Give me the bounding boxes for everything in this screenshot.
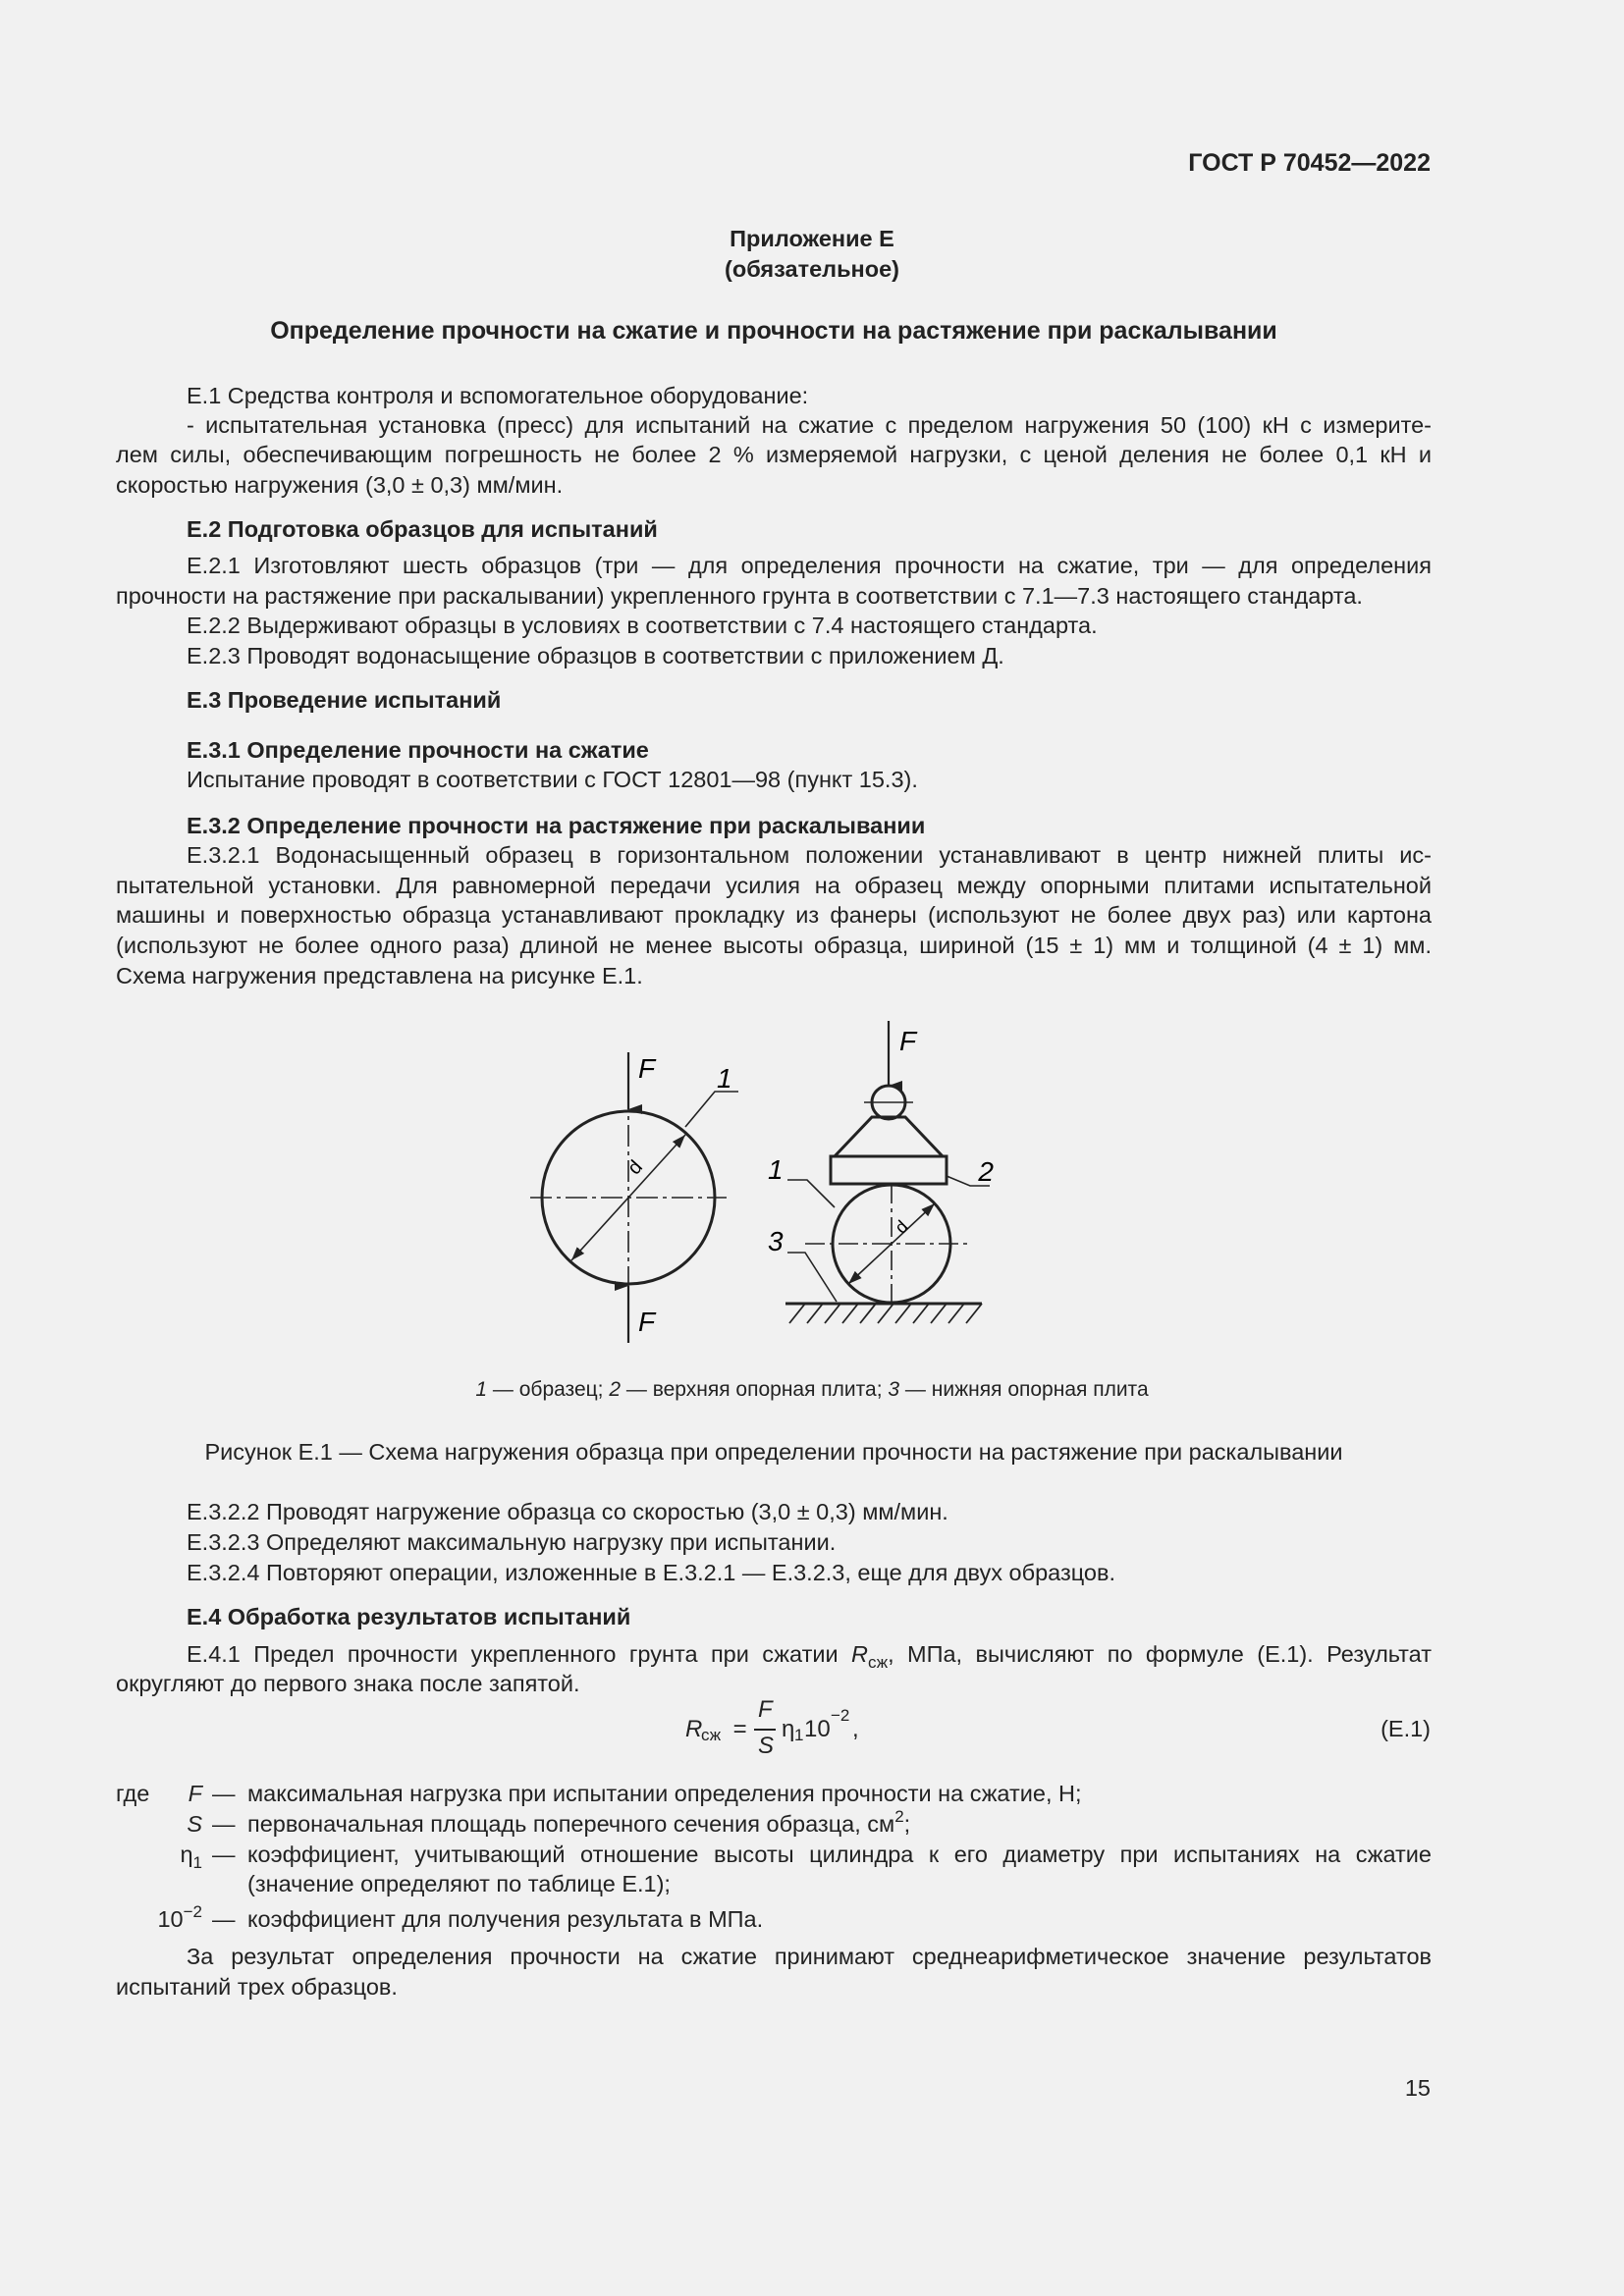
formula-tail: ,: [852, 1716, 859, 1742]
formula-lhs-sub: сж: [701, 1726, 722, 1744]
right-leader-3: [787, 1253, 837, 1302]
left-force-bottom-label: F: [638, 1307, 656, 1337]
formula-fraction-bar: [754, 1729, 776, 1731]
legend-t3: — нижняя опорная плита: [899, 1378, 1149, 1401]
e1-line2: лем силы, обеспечивающим погрешность не более 2 % измеряемой нагрузки, с ценой деления не более 0,1 кН и: [116, 442, 1432, 467]
formula-numerator: F: [758, 1696, 773, 1723]
left-leader-1: [685, 1092, 738, 1127]
upper-plate-wedge: [835, 1117, 943, 1156]
right-label-1: 1: [768, 1154, 784, 1185]
left-label-1: 1: [717, 1063, 732, 1094]
appendix-status: (обязательное): [725, 256, 899, 282]
def-text-ten: коэффициент для получения результата в МПа.: [247, 1906, 764, 1932]
legend-n2: 2: [609, 1378, 622, 1401]
e3-heading: Е.3 Проведение испытаний: [187, 687, 502, 713]
legend-t2: — верхняя опорная плита;: [621, 1378, 889, 1401]
document-code: ГОСТ Р 70452—2022: [1188, 149, 1431, 177]
formula-ten: 10: [804, 1716, 831, 1742]
def-text-eta: коэффициент, учитывающий отношение высоты цилиндра к его диаметру при испытаниях на сжатие: [247, 1842, 1432, 1867]
lower-plate-hatching: [789, 1304, 982, 1323]
where-label: где: [116, 1781, 150, 1806]
legend-n3: 3: [888, 1378, 900, 1401]
result-line1: За результат определения прочности на сжатие принимают среднеарифметическое значение результатов: [187, 1944, 1432, 1969]
e321-line5: Схема нагружения представлена на рисунке Е.1.: [116, 963, 643, 988]
e1-line3: скоростью нагружения (3,0 ± 0,3) мм/мин.: [116, 472, 564, 498]
e321-line4: (используют не более одного раза) длиной не менее высоты образца, шириной (15 ± 1) мм и толщиной (4 ± 1) мм.: [116, 933, 1432, 958]
result-line2: испытаний трех образцов.: [116, 1974, 398, 2000]
e2-heading: Е.2 Подготовка образцов для испытаний: [187, 516, 658, 542]
formula-denominator: S: [758, 1733, 775, 1759]
e4-heading: Е.4 Обработка результатов испытаний: [187, 1604, 631, 1629]
e23-text: Е.2.3 Проводят водонасыщение образцов в соответствии с приложением Д.: [187, 643, 1004, 668]
e31-text: Испытание проводят в соответствии с ГОСТ 12801—98 (пункт 15.3).: [187, 767, 918, 792]
legend-n1: 1: [475, 1378, 488, 1401]
upper-plate: [831, 1156, 947, 1184]
e324-text: Е.3.2.4 Повторяют операции, изложенные в Е.3.2.1 — Е.3.2.3, еще для двух образцов.: [187, 1560, 1116, 1585]
def-dash-s: —: [212, 1811, 236, 1837]
def-text-s: первоначальная площадь поперечного сечения образца, $см^2$;: [247, 1807, 911, 1837]
formula-exponent: −2: [831, 1706, 850, 1725]
e22-text: Е.2.2 Выдерживают образцы в условиях в соответствии с 7.4 настоящего стандарта.: [187, 613, 1098, 638]
appendix-title: Приложение Е: [730, 226, 894, 251]
left-diameter-label: d: [623, 1156, 647, 1180]
right-leader-1: [787, 1180, 835, 1207]
formula-eq: =: [727, 1716, 754, 1742]
e1-line1: - испытательная установка (пресс) для испытаний на сжатие с пределом нагружения 50 (100) кН с измерите-: [187, 412, 1432, 438]
def-sym-f: F: [188, 1781, 202, 1806]
legend-t1: — образец;: [487, 1378, 610, 1401]
e31-heading: Е.3.1 Определение прочности на сжатие: [187, 737, 649, 763]
def-dash-eta: —: [212, 1842, 236, 1867]
formula-eta: η: [782, 1716, 795, 1742]
e21-line1: Е.2.1 Изготовляют шесть образцов (три — для определения прочности на сжатие, три — для определения: [187, 553, 1432, 578]
e41-line2: округляют до первого знака после запятой.: [116, 1671, 580, 1696]
figure-caption: Рисунок Е.1 — Схема нагружения образца при определении прочности на растяжение при раскалывании: [204, 1439, 1343, 1465]
right-force-label: F: [899, 1026, 917, 1056]
e21-line2: прочности на растяжение при раскалывании) укрепленного грунта в соответствии с 7.1—7.3 настоящего стандарта.: [116, 583, 1363, 609]
e1-title: Е.1 Средства контроля и вспомогательное оборудование:: [187, 383, 809, 408]
e323-text: Е.3.2.3 Определяют максимальную нагрузку при испытании.: [187, 1529, 837, 1555]
e32-heading: Е.3.2 Определение прочности на растяжение при раскалывании: [187, 813, 926, 838]
e321-line1: Е.3.2.1 Водонасыщенный образец в горизонтальном положении устанавливают в центр нижней плиты ис-: [187, 842, 1432, 868]
e41-line1: Е.4.1 Предел прочности укрепленного грунта при сжатии $R_{сж}$, МПа, вычисляют по формуле (Е.1). Результат: [187, 1641, 1432, 1672]
formula-eta-sub: 1: [794, 1726, 804, 1744]
right-diameter-label: d: [891, 1216, 912, 1238]
def-row-eta-line2: (значение определяют по таблице Е.1);: [247, 1871, 671, 1896]
right-specimen: [768, 1021, 994, 1323]
e321-line2: пытательной установки. Для равномерной передачи усилия на образец между опорными плитами испытательной: [116, 873, 1432, 898]
section-title: Определение прочности на сжатие и прочности на растяжение при раскалывании: [270, 317, 1277, 345]
figure-legend: [0, 1378, 1624, 1402]
def-sym-s: S: [187, 1811, 202, 1837]
right-label-3: 3: [768, 1226, 784, 1256]
e322-text: Е.3.2.2 Проводят нагружение образца со скоростью (3,0 ± 0,3) мм/мин.: [187, 1499, 948, 1524]
e321-line3: машины и поверхностью образца устанавливают прокладку из фанеры (используют не более двух раз) или картона: [116, 902, 1432, 928]
formula-number: (Е.1): [1380, 1716, 1431, 1741]
def-dash-ten: —: [212, 1906, 236, 1932]
right-label-2: 2: [978, 1156, 994, 1187]
def-text-f: максимальная нагрузка при испытании определения прочности на сжатие, Н;: [247, 1781, 1082, 1806]
formula-lhs: R: [685, 1716, 703, 1742]
page-number: 15: [1404, 2075, 1431, 2101]
left-force-top-label: F: [638, 1053, 656, 1084]
left-specimen: [530, 1052, 738, 1343]
def-dash-f: —: [212, 1781, 236, 1806]
def-sym-ten: $10^{-2}$: [157, 1902, 202, 1932]
figure-e1: [511, 1011, 1001, 1345]
def-sym-eta: $\eta_1$: [180, 1842, 202, 1872]
